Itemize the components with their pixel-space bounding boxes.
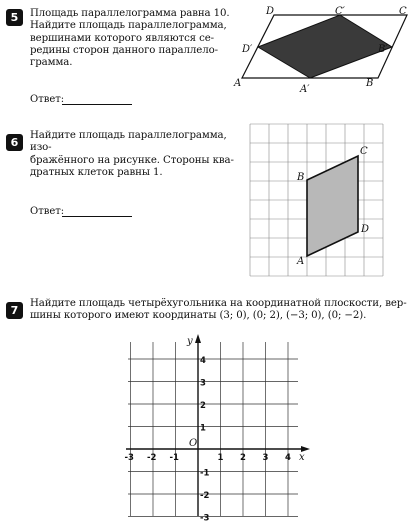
y-tick-label: -2 — [200, 491, 210, 501]
problem-6-answer-label: Ответ: — [30, 206, 65, 217]
y-tick-label: 2 — [200, 401, 206, 411]
problem-5-figure — [232, 4, 412, 104]
problem-5-number: 5 — [6, 9, 23, 26]
problem-7-line-2: шины которого имеют координаты (3; 0), (0; 2), (−3; 0), (0; −2). — [30, 310, 367, 322]
y-axis-arrow — [195, 334, 201, 343]
problem-6-number: 6 — [6, 134, 23, 151]
x-tick-label: -1 — [169, 453, 179, 463]
origin-label: O — [189, 438, 198, 449]
y-axis-label: y — [187, 336, 193, 347]
problem-6-answer-line[interactable] — [62, 216, 132, 217]
problem-7-grid — [128, 342, 298, 517]
problem-5-line-1: Площадь параллелограмма равна 10. — [30, 8, 230, 19]
x-tick-labels — [125, 453, 292, 463]
label-A: A — [297, 256, 305, 267]
label-C-prime: C′ — [335, 6, 345, 17]
y-tick-labels — [200, 356, 210, 523]
x-axis-label: x — [299, 452, 305, 463]
label-A: A — [234, 78, 242, 89]
problem-6-text — [30, 130, 250, 179]
problem-5-answer-label: Ответ: — [30, 94, 65, 105]
x-tick-label: 1 — [217, 453, 224, 463]
problem-5-line-2: Найдите площадь параллелограмма, — [30, 20, 227, 32]
problem-5-line-4: редины сторон данного параллело- — [30, 44, 218, 56]
y-tick-label: -3 — [200, 513, 210, 523]
problem-7-number: 7 — [6, 302, 23, 319]
problem-6-line-3: дратных клеток равны 1. — [30, 166, 163, 178]
label-D: D — [266, 6, 275, 17]
problem-6-line-1: Найдите площадь параллелограмма, изо- — [30, 130, 227, 154]
problem-5-line-3: вершинами которого являются се- — [30, 32, 215, 44]
x-tick-label: 4 — [285, 453, 291, 463]
x-tick-label: -3 — [124, 453, 134, 463]
parallelogram-ABCD — [307, 156, 358, 256]
problem-7-text — [30, 298, 414, 323]
y-tick-label: 3 — [200, 378, 206, 389]
problem-5-answer-line[interactable] — [62, 104, 132, 105]
x-tick-label: 2 — [240, 453, 246, 463]
problem-5-text — [30, 8, 230, 69]
problem-6-line-2: бражённого на рисунке. Стороны ква- — [30, 154, 234, 166]
x-tick-label: 3 — [262, 453, 269, 463]
label-C: C — [399, 6, 407, 17]
problem-7-line-1: Найдите площадь четырёхугольника на координатной плоскости, вер- — [30, 298, 407, 309]
y-tick-label: -1 — [200, 468, 210, 479]
y-tick-label: 1 — [200, 423, 206, 434]
label-A-prime: A′ — [300, 84, 310, 95]
label-B-prime: B′ — [378, 44, 388, 55]
inner-parallelogram — [258, 15, 392, 78]
label-B: B — [366, 78, 374, 89]
problem-5-line-5: грамма. — [30, 57, 73, 69]
x-tick-label: -2 — [147, 453, 157, 463]
y-tick-label: 4 — [200, 356, 206, 366]
problem-7-coordinate-plane — [118, 332, 318, 522]
label-D: D — [361, 224, 370, 235]
label-D-prime: D′ — [242, 44, 253, 55]
label-B: B — [297, 172, 305, 183]
problem-6-figure — [250, 124, 390, 284]
label-C: C — [360, 146, 368, 157]
